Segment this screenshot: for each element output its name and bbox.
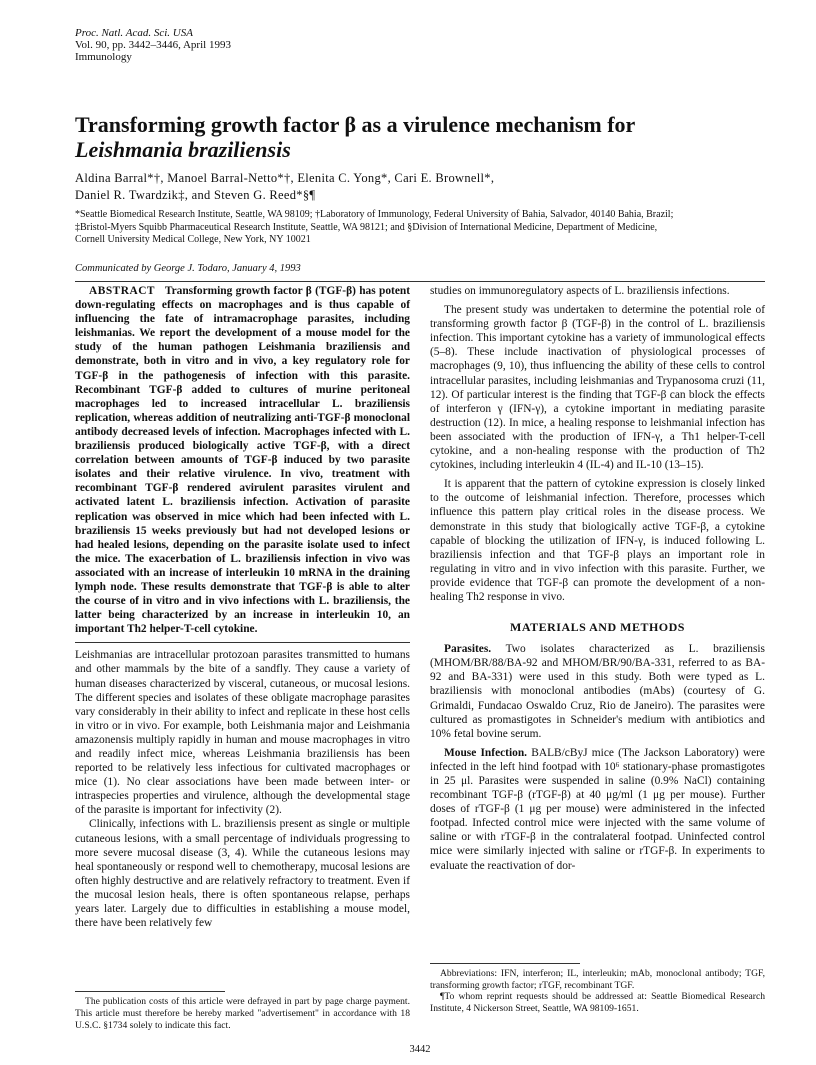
methods-mouse-infection (430, 746, 765, 873)
communicated-by: Communicated by George J. Todaro, January 4, 1993 (75, 263, 301, 274)
page-number: 3442 (409, 1044, 431, 1055)
affiliations (75, 209, 775, 247)
abstract-text: Transforming growth factor β (TGF-β) has potent down-regulating effects on macrophages and is thus capable of influencing the fate of intramacrophage parasites, including leishmanias. We report the development of a mouse model for the study of the human pathogen Leishmania braziliensis and demonstrate, both in vitro and in vivo, a key regulatory role for TGF-β in the pathogenesis of infection with this parasite. Recombinant TGF-β added to cultures of murine peritoneal macrophages led to increased intracellular L. braziliensis replication, whereas addition of neutralizing anti-TGF-β monoclonal antibody decreased levels of infection. Macrophages infected with L. braziliensis produced biologically active TGF-β, with a direct correlation between amounts of TGF-β induced by two parasite isolates and their relative virulence. In vivo, treatment with recombinant TGF-β rendered avirulent parasites virulent and activated latent L. braziliensis infection. Activation of parasite replication was observed in mice which had been infected with L. braziliensis 15 weeks previously but had not developed lesions or had healed lesions, depending on the parasite isolate used to infect the mice. The exacerbation of L. braziliensis infection in vivo was associated with an increase of interleukin 10 mRNA in the draining lymph node. These results demonstrate that TGF-β is able to alter the course of in vitro and in vivo infections with L. braziliensis, the latter being characterized by an increase in interleukin 10, an important Th2 helper-T-cell cytokine. (75, 285, 411, 636)
intro-paragraph-4: It is apparent that the pattern of cytokine expression is closely linked to the outcome of leishmanial infection. Therefore, processes which influence this pattern play critical roles in the disease process. We demonstrate in this study that biologically active TGF-β, a cytokine capable of blocking the utilization of IFN-γ, is induced following L. braziliensis infection and that TGF-β plays an important role in regulating in vitro and in vivo infection with this parasite. Further, we provide evidence that TGF-β can promote the development of a non-healing Th2 response in vivo. (430, 478, 765, 603)
journal-header (75, 27, 231, 63)
journal-section: Immunology (75, 51, 132, 63)
reprint-footnote: ¶To whom reprint requests should be addressed at: Seattle Biomedical Research Institute, 4 Nickerson Street, Seattle, WA 98109-1651. (430, 991, 765, 1014)
authors-line-1: Aldina Barral*†, Manoel Barral-Netto*†, Elenita C. Yong*, Cari E. Brownell*, (75, 171, 495, 185)
parasites-text: Two isolates characterized as L. braziliensis (MHOM/BR/88/BA-92 and MHOM/BR/90/BA-331, referred to as BA-92 and BA-331) were used in this study. Both were typed as L. braziliensis with monoclonal antibodies (mAbs) (courtesy of G. Grimaldi, Fundacao Oswaldo Cruz, Rio de Janeiro). The parasites were cultured as promastigotes in Schneider's medium with antibiotics and 10% fetal bovine serum. (430, 643, 765, 740)
methods-parasites (430, 642, 765, 741)
footnote-rule-right (430, 963, 580, 964)
parasites-subheading: Parasites. (444, 643, 492, 656)
affiliation-line-3: Cornell University Medical College, New York, NY 10021 (75, 234, 311, 245)
intro-paragraph-1: Leishmanias are intracellular protozoan parasites transmitted to humans and other mammals by the bite of a sandfly. They cause a variety of human diseases characterized by visceral, cutaneous, or mucosal lesions. The different species and isolates of these obligate macrophage parasites vary considerably in their ability to infect and replicate in these host cells in vitro or in vivo. For example, both Leishmania major and Leishmania amazonensis multiply rapidly in human and mouse macrophages in vitro and readily infect mice, whereas Leishmania braziliensis has been reported to be relatively less infectious for cultivated macrophages or mice (1). No clear associations have been made between inter- or intraspecies properties and virulence, although the developmental stage of the parasite is important for infectivity (2). (75, 649, 410, 817)
mouse-infection-subheading: Mouse Infection. (444, 746, 528, 759)
intro-paragraph-3: The present study was undertaken to determine the potential role of transforming growth factor β (TGF-β) in the control of L. braziliensis infection. This important cytokine has a variety of immunological effects (5–8). These include inactivation of physiological processes of macrophages (9, 10), thus influencing the ability of these cells to control intracellular parasites, including leishmanias and Trypanosoma cruzi (11, 12). Of particular interest is the finding that TGF-β can block the effects of interferon γ (IFN-γ), a cytokine important in mediating parasite destruction (12). In mice, a healing response to leishmanial infection has been associated with the production of IFN-γ, a Th1 helper-T-cell cytokine, and a non-healing response with the production of Th2 cytokines, including interleukin 4 (IL-4) and IL-10 (13–15). (430, 304, 765, 472)
intro-paragraph-2-continued: studies on immunoregulatory aspects of L. braziliensis infections. (430, 285, 730, 297)
author-list (75, 170, 765, 204)
journal-name: Proc. Natl. Acad. Sci. USA (75, 27, 193, 39)
abbreviations-footnote: Abbreviations: IFN, interferon; IL, interleukin; mAb, monoclonal antibody; TGF, transforming growth factor; rTGF, recombinant TGF. (430, 968, 765, 991)
article-title (75, 112, 765, 162)
right-column (430, 284, 765, 873)
title-line-2: Leishmania braziliensis (75, 137, 291, 162)
left-column (75, 284, 410, 930)
title-line-1: Transforming growth factor β as a virulence mechanism for (75, 112, 636, 137)
footnote-rule-left (75, 991, 225, 992)
abstract-label: ABSTRACT (89, 285, 156, 297)
journal-volume: Vol. 90, pp. 3442–3446, April 1993 (75, 39, 231, 51)
right-footnotes (430, 968, 765, 1014)
intro-paragraph-2: Clinically, infections with L. braziliensis present as single or multiple cutaneous lesions, with a small percentage of individuals progressing to more severe mucosal disease (3, 4). While the cutaneous lesions may heal spontaneously or respond well to chemotherapy, mucosal lesions are often highly destructive and are relatively refractory to treatment. Even if the mucosal lesion heals, there is often spontaneous relapse, perhaps years later. Largely due to difficulties in establishing a mouse model, there have been relatively few (75, 818, 410, 930)
affiliation-line-1: *Seattle Biomedical Research Institute, Seattle, WA 98109; †Laboratory of Immunology, Federal University of Bahia, Salvador, 40140 Bahia, Brazil; (75, 209, 674, 220)
abstract (75, 284, 410, 636)
mouse-infection-text: BALB/cByJ mice (The Jackson Laboratory) were infected in the left hind footpad with 10⁶ stationary-phase promastigotes in 25 μl. Parasites were suspended in saline (0.9% NaCl) containing recombinant TGF-β (rTGF-β) at 40 μg/ml (1 μg per mouse). Further doses of rTGF-β (1 μg per mouse) were administered in the infected footpad. Infected control mice were injected with the same volume of saline or with rTGF-β in the contralateral footpad. Uninfected control mice were similarly injected with saline or rTGF-β. In experiments to evaluate the reactivation of dor- (430, 746, 765, 872)
abstract-rule (75, 642, 410, 643)
affiliation-line-2: ‡Bristol-Myers Squibb Pharmaceutical Research Institute, Seattle, WA 98121; and §Division of International Medicine, Department of Medicine, (75, 221, 658, 233)
authors-line-2: Daniel R. Twardzik‡, and Steven G. Reed*§¶ (75, 188, 316, 202)
publication-cost-note (75, 996, 410, 1031)
publication-cost-text: The publication costs of this article were defrayed in part by page charge payment. This article must therefore be hereby marked "advertisement" in accordance with 18 U.S.C. §1734 solely to indicate this fact. (75, 996, 410, 1031)
header-rule (75, 281, 765, 282)
methods-heading: MATERIALS AND METHODS (510, 620, 685, 635)
